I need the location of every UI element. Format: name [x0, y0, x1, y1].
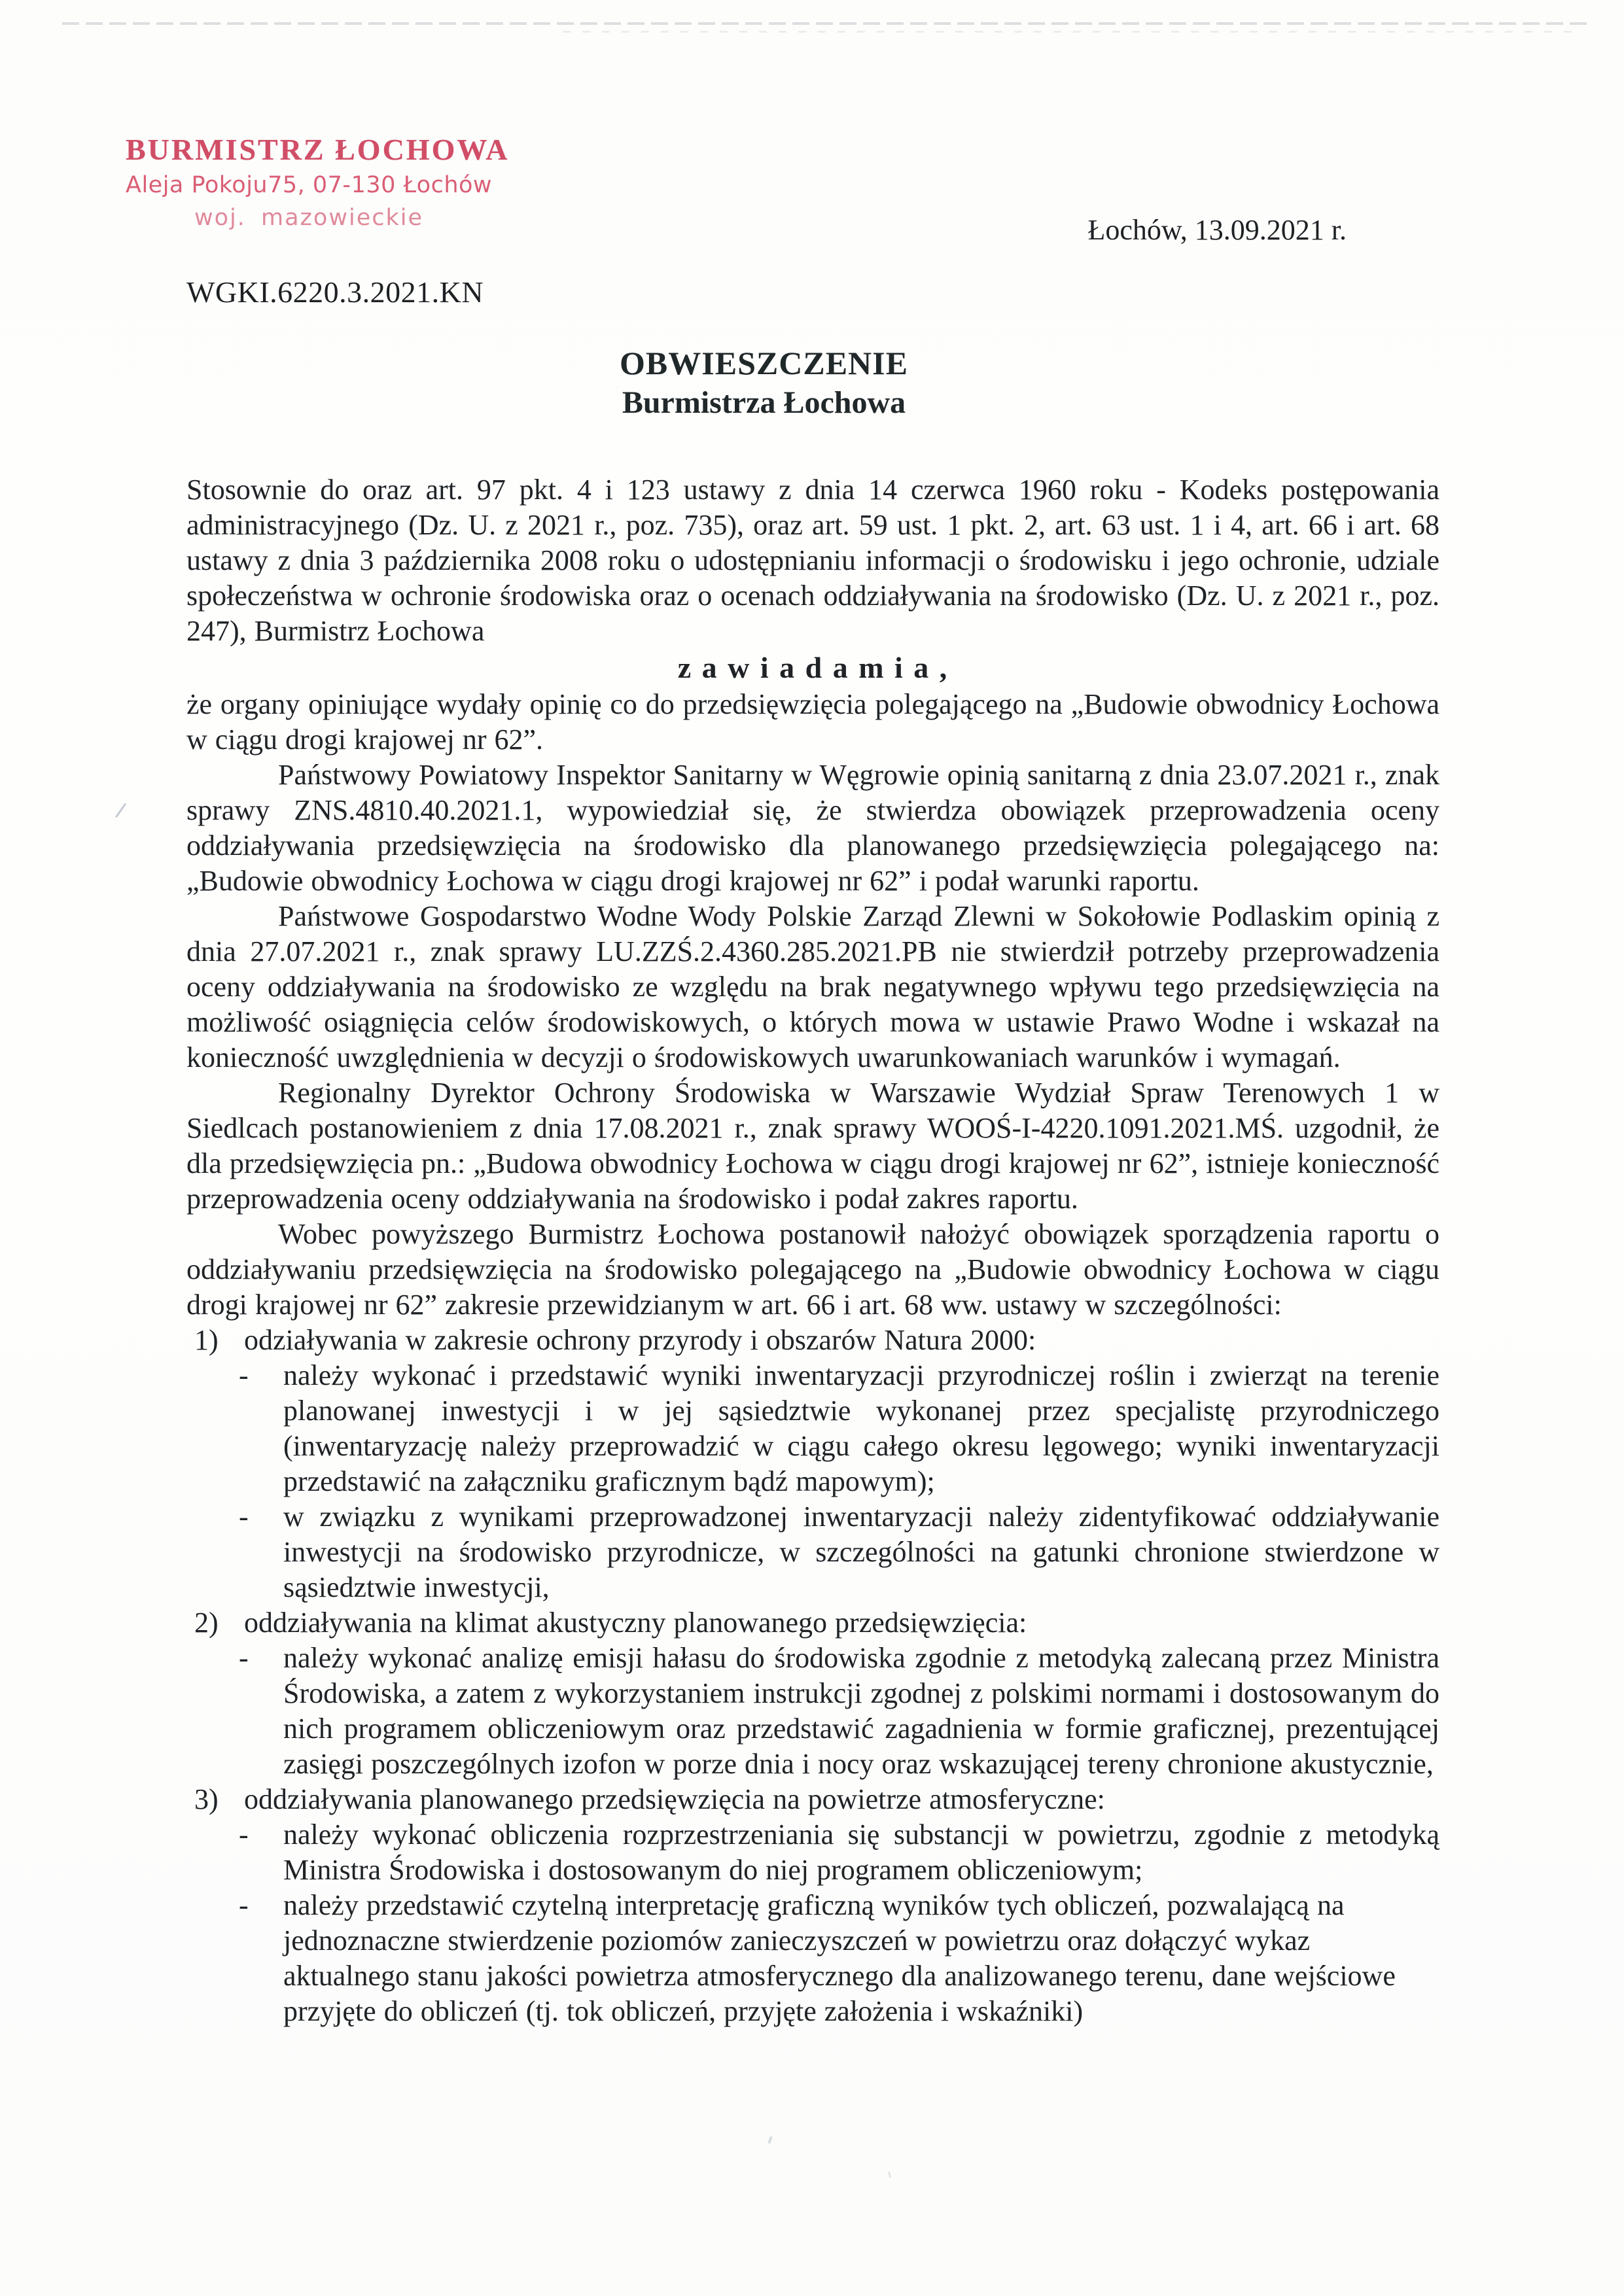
bullet-text: należy przedstawić czytelną interpretację graficzną wyników tych obliczeń, pozwalającą na jednoznaczne stwierdzenie poziomów zanieczyszczeń w powietrzu oraz dołączyć wykaz aktualnego stanu jakości powietrza atmosferycznego dla analizowanego terenu, dane wejściowe przyjęte do obliczeń (tj. tok obliczeń, przyjęte założenia i wskaźniki) — [283, 1889, 1396, 2027]
list-item-3-number: 3) — [194, 1783, 219, 1815]
bullet-dash-icon: - — [239, 1889, 249, 1921]
paragraph-opinions: że organy opiniujące wydały opinię co do przedsięwzięcia polegającego na „Budowie obwodnicy Łochowa w ciągu drogi krajowej nr 62”. — [186, 688, 1439, 756]
document-body — [186, 472, 1439, 2029]
list-item-2 — [186, 1605, 1439, 1641]
place-date: Łochów, 13.09.2021 r. — [1087, 214, 1347, 246]
bullet-dash-icon: - — [239, 1501, 249, 1533]
bullet-item — [186, 1499, 1439, 1605]
stamp-authority: BURMISTRZ ŁOCHOWA — [126, 133, 510, 166]
list-item-1-heading: odziaływania w zakresie ochrony przyrody i obszarów Natura 2000: — [244, 1324, 1036, 1356]
scan-speck — [888, 2172, 891, 2178]
scan-speck — [768, 2136, 773, 2144]
stamp-voivodeship: woj. mazowieckie — [194, 205, 423, 231]
bullet-item — [186, 1641, 1439, 1782]
list-item-2-heading: oddziaływania na klimat akustyczny planowanego przedsięwzięcia: — [244, 1607, 1027, 1639]
announce-word: z a w i a d a m i a , — [677, 651, 949, 684]
bullet-item — [186, 1817, 1439, 1888]
scan-slash-mark — [115, 803, 126, 818]
list-item-3-heading: oddziaływania planowanego przedsięwzięcia na powietrze atmosferyczne: — [244, 1783, 1105, 1815]
list-item-1-number: 1) — [194, 1324, 219, 1356]
list-item-1 — [186, 1323, 1439, 1358]
case-number: WGKI.6220.3.2021.KN — [186, 275, 484, 309]
bullet-item — [186, 1888, 1439, 2029]
paragraph-wody-polskie: Państwowe Gospodarstwo Wodne Wody Polskie Zarząd Zlewni w Sokołowie Podlaskim opinią z dnia 27.07.2021 r., znak sprawy LU.ZZŚ.2.4360.285.2021.PB nie stwierdził potrzeby przeprowadzenia oceny oddziaływania na środowisko ze względu na brak negatywnego wpływu tego przedsięwzięcia na możliwość osiągnięcia celów środowiskowych, o których mowa w ustawie Prawo Wodne i wskazał na konieczność uwzględnienia w decyzji o środowiskowych uwarunkowaniach warunków i wymagań. — [186, 900, 1439, 1073]
bullet-dash-icon: - — [239, 1642, 249, 1674]
paragraph-decision: Wobec powyższego Burmistrz Łochowa postanowił nałożyć obowiązek sporządzenia raportu o oddziaływaniu przedsięwzięcia na środowisko polegającego na „Budowie obwodnicy Łochowa w ciągu drogi krajowej nr 62” zakresie przewidzianym w art. 66 i art. 68 ww. ustawy w szczególności: — [186, 1218, 1439, 1321]
bullet-dash-icon: - — [239, 1359, 249, 1391]
bullet-text: należy wykonać i przedstawić wyniki inwentaryzacji przyrodniczej roślin i zwierząt na terenie planowanej inwestycji i w jej sąsiedztwie wykonanej przez specjalistę przyrodniczego (inwentaryzację należy przeprowadzić w ciągu całego okresu lęgowego; wyniki inwentaryzacji przedstawić na załączniku graficznym bądź mapowym); — [283, 1359, 1439, 1497]
scan-artifact-line — [62, 22, 1587, 25]
document-subtitle: Burmistrza Łochowa — [622, 385, 906, 420]
paragraph-rdos: Regionalny Dyrektor Ochrony Środowiska w Warszawie Wydział Spraw Terenowych 1 w Siedlcach postanowieniem z dnia 17.08.2021 r., znak sprawy WOOŚ-I-4220.1091.2021.MŚ. uzgodnił, że dla przedsięwzięcia pn.: „Budowa obwodnicy Łochowa w ciągu drogi krajowej nr 62”, istnieje konieczność przeprowadzenia oceny oddziaływania na środowisko i podał zakres raportu. — [186, 1077, 1439, 1215]
bullet-item — [186, 1358, 1439, 1499]
list-item-3 — [186, 1782, 1439, 1817]
bullet-text: należy wykonać analizę emisji hałasu do środowiska zgodnie z metodyką zalecaną przez Ministra Środowiska, a zatem z wykorzystaniem instrukcji zgodnej z polskimi normami i dostosowanym do nich programem obliczeniowym oraz przedstawić zagadnienia w formie graficznej, prezentującej zasięgi poszczególnych izofon w porze dnia i nocy oraz wskazującej tereny chronione akustycznie, — [283, 1642, 1439, 1780]
bullet-dash-icon: - — [239, 1818, 249, 1851]
scan-artifact-line-2 — [563, 31, 1583, 33]
office-stamp — [126, 132, 509, 231]
document-title: OBWIESZCZENIE — [620, 345, 908, 381]
list-item-2-number: 2) — [194, 1607, 219, 1639]
intro-paragraph: Stosownie do oraz art. 97 pkt. 4 i 123 ustawy z dnia 14 czerwca 1960 roku - Kodeks postępowania administracyjnego (Dz. U. z 2021 r., poz. 735), oraz art. 59 ust. 1 pkt. 2, art. 63 ust. 1 i 4, art. 66 i art. 68 ustawy z dnia 3 października 2008 roku o udostępnianiu informacji o środowisku i jego ochronie, udziale społeczeństwa w ochronie środowiska oraz o ocenach oddziaływania na środowisko (Dz. U. z 2021 r., poz. 247), Burmistrz Łochowa — [186, 474, 1439, 647]
document-title-block — [137, 343, 1390, 423]
bullet-text: w związku z wynikami przeprowadzonej inwentaryzacji należy zidentyfikować oddziaływanie inwestycji na środowisko przyrodnicze, w szczególności na gatunki chronione stwierdzone w sąsiedztwie inwestycji, — [283, 1501, 1439, 1603]
paragraph-sanitary-inspector: Państwowy Powiatowy Inspektor Sanitarny w Węgrowie opinią sanitarną z dnia 23.07.2021 r., znak sprawy ZNS.4810.40.2021.1, wypowiedział się, że stwierdza obowiązek przeprowadzenia oceny oddziaływania przedsięwzięcia na środowisko dla planowanego przedsięwzięcia polegającego na: „Budowie obwodnicy Łochowa w ciągu drogi krajowej nr 62” i podał warunki raportu. — [186, 759, 1439, 897]
stamp-address: Aleja Pokoju75, 07-130 Łochów — [126, 172, 493, 198]
bullet-text: należy wykonać obliczenia rozprzestrzeniania się substancji w powietrzu, zgodnie z metodyką Ministra Środowiska i dostosowanym do niej programem obliczeniowym; — [283, 1818, 1439, 1886]
